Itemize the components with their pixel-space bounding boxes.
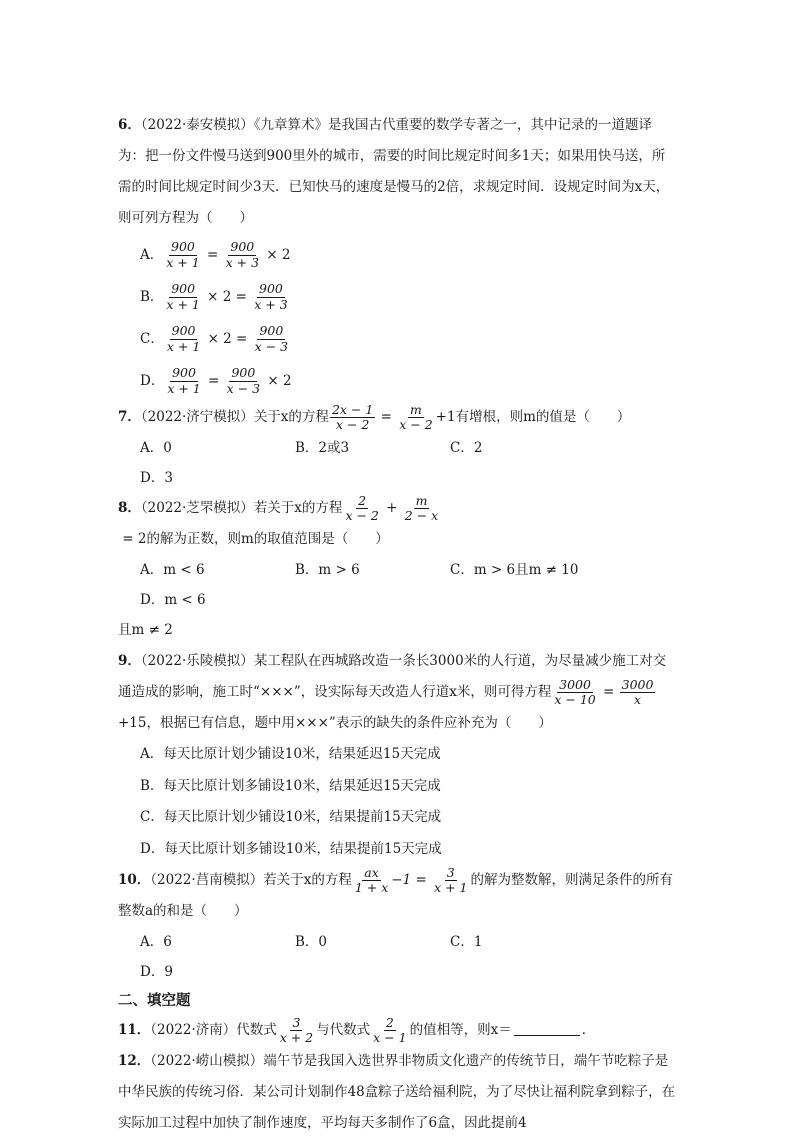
fraction: $\frac{2}{x - 2}$ (345, 492, 379, 523)
fraction: $\frac{m}{2 - x}$ (404, 492, 439, 523)
question-7: 7．（2022·济宁模拟）关于x的方程 $\frac{2x - 1}{x - 2}$ = $\frac{m}{x - 2}$ +1有增根，则m的值是（ ） (118, 401, 631, 432)
option-d[interactable]: D．9 (140, 964, 173, 980)
question-number: 7． (118, 409, 141, 425)
option-d[interactable]: D． $\frac{900}{x + 1}$ = $\frac{900}{x - 3}$ × 2 (140, 365, 292, 396)
option-b[interactable]: B．0 (295, 934, 328, 950)
question-7-options (118, 433, 678, 493)
question-source: （2022·泰安模拟） (140, 117, 254, 133)
question-number: 6． (118, 117, 141, 133)
question-6 (118, 110, 678, 234)
fraction: $\frac{900}{x + 1}$ (166, 239, 200, 270)
option-c[interactable]: C．m > 6且m ≠ 10 (450, 562, 579, 578)
question-source: （2022·莒南模拟） (150, 872, 264, 888)
option-a[interactable]: A．0 (140, 440, 172, 456)
answer-blank[interactable] (514, 1035, 580, 1036)
fraction: $\frac{2}{x - 1}$ (373, 1014, 407, 1045)
option-c[interactable]: C．1 (450, 934, 483, 950)
question-12 (118, 1046, 678, 1139)
question-number: 10． (118, 872, 151, 888)
option-b[interactable]: B．m > 6 (295, 562, 360, 578)
option-d[interactable]: D．3 (140, 470, 173, 486)
question-number: 8． (118, 500, 141, 516)
option-d[interactable]: D．m < 6 (140, 592, 206, 608)
option-a[interactable]: A．6 (140, 934, 172, 950)
question-source: （2022·崂山模拟） (150, 1053, 264, 1069)
fraction: $\frac{900}{x + 1}$ (166, 281, 200, 312)
option-a[interactable]: A．m < 6 (140, 562, 205, 578)
question-text: 端午节是我国入选世界非物质文化遗产的传统节日，端午节吃粽子是中华民族的传统习俗．某公司计划制作48盒粽子送给福利院，为了尽快让福利院拿到粽子，在实际加工过程中加快了制作速度，平均每天多制作了6盒，因此提前4 (118, 1053, 676, 1131)
question-source: （2022·济南） (150, 1022, 237, 1038)
option-c[interactable]: C．每天比原计划少铺设10米，结果提前15天完成 (140, 809, 442, 825)
fraction: $\frac{900}{x + 3}$ (254, 281, 288, 312)
fraction: $\frac{ax}{1 + x}$ (354, 864, 389, 895)
option-b[interactable]: B．每天比原计划多铺设10米，结果延迟15天完成 (140, 777, 441, 794)
fraction: $\frac{900}{x + 1}$ (166, 323, 201, 354)
question-9-options (118, 739, 678, 865)
question-11: 11．（2022·济南）代数式 $\frac{3}{x + 2}$ 与代数式 $\frac{2}{x - 1}$ 的值相等，则x＝ ． (118, 1014, 596, 1045)
exam-page (118, 110, 678, 1139)
option-c[interactable]: C． $\frac{900}{x + 1}$ × 2 = $\frac{900}{x - 3}$ (140, 323, 289, 354)
question-source: （2022·济宁模拟） (140, 409, 254, 425)
question-source: （2022·芝罘模拟） (140, 500, 254, 516)
question-number: 11． (118, 1022, 151, 1038)
option-b[interactable]: B． $\frac{900}{x + 1}$ × 2 = $\frac{900}{x + 3}$ (140, 281, 288, 312)
option-c[interactable]: C．2 (450, 440, 483, 456)
question-number: 12． (118, 1053, 151, 1069)
question-source: （2022·乐陵模拟） (140, 653, 254, 669)
fraction: $\frac{900}{x - 3}$ (226, 365, 261, 396)
fraction: $\frac{3000}{x - 10}$ (554, 676, 596, 707)
question-10-options (118, 927, 678, 987)
fraction: $\frac{3000}{x}$ (621, 676, 654, 707)
option-b[interactable]: B．2或3 (295, 440, 350, 456)
fraction: $\frac{900}{x + 1}$ (167, 365, 201, 396)
fraction: $\frac{2x - 1}{x - 2}$ (331, 401, 374, 432)
option-a[interactable]: A． $\frac{900}{x + 1}$ = $\frac{900}{x + 3}$ × 2 (140, 239, 291, 270)
section-heading: 二、填空题 (118, 993, 191, 1009)
question-10: 10．（2022·莒南模拟）若关于x的方程 $\frac{ax}{1 + x}$ −1 = $\frac{3}{x + 1}$ 的解为整数解，则满足条件的所有整数a的和是（ ） (118, 864, 673, 919)
fraction: $\frac{3}{x + 2}$ (279, 1014, 314, 1045)
fraction: $\frac{900}{x - 3}$ (254, 323, 289, 354)
question-9: 9．（2022·乐陵模拟）某工程队在西城路改造一条长3000米的人行道，为尽量减少施工对交通造成的影响，施工时“×××”，设实际每天改造人行道x米，则可得方程 $\frac{3000}{x - 10}$ = $\frac{3000}{x}$ +15，根据已有信息，题中用×××”表示的缺失的条件应补充为（ ） (118, 653, 667, 731)
question-8-options (118, 555, 678, 615)
option-d[interactable]: D．每天比原计划多铺设10米，结果提前15天完成 (140, 840, 442, 857)
question-number: 9． (118, 653, 141, 669)
option-a[interactable]: A．每天比原计划少铺设10米，结果延迟15天完成 (140, 746, 441, 762)
option-d-continuation: 且m ≠ 2 (118, 622, 173, 638)
fraction: $\frac{m}{x - 2}$ (399, 401, 433, 432)
fraction: $\frac{3}{x + 1}$ (434, 864, 468, 895)
question-8: 8．（2022·芝罘模拟）若关于x的方程 $\frac{2}{x - 2}$ + $\frac{m}{2 - x}$ = 2的解为正数，则m的取值范围是（ ） (118, 492, 439, 547)
question-text: 《九章算术》是我国古代重要的数学专著之一，其中记录的一道题译为：把一份文件慢马送到900里外的城市，需要的时间比规定时间多1天；如果用快马送，所需的时间比规定时间少3天．已知快马的速度是慢马的2倍，求规定时间．设规定时间为x天，则可列方程为（ ） (118, 117, 670, 226)
question-6-options (118, 234, 678, 402)
fraction: $\frac{900}{x + 3}$ (225, 239, 260, 270)
